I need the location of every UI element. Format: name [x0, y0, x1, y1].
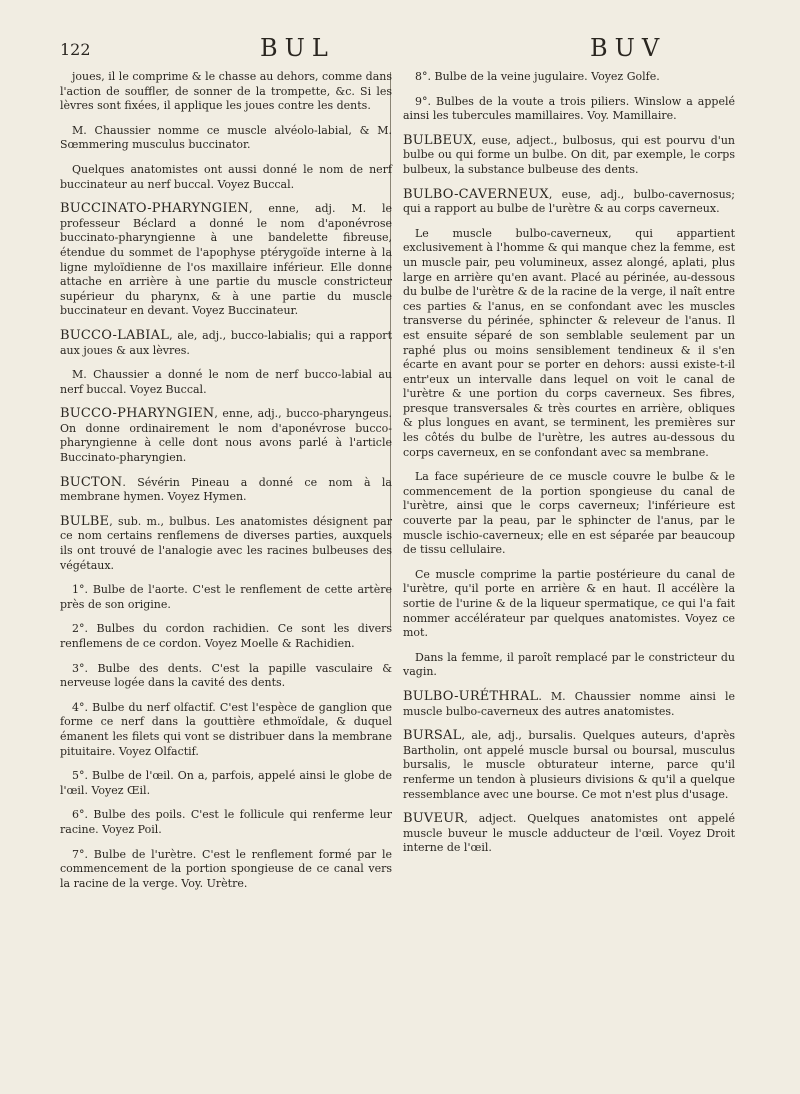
entry-headword: BULBEUX [403, 132, 473, 148]
entry-text: , ale, adj., bucco-labialis; qui a rapport aux joues & aux lèvres. [60, 328, 392, 357]
left-running-head: BUL [260, 34, 335, 62]
right-running-head: BUV [590, 34, 667, 62]
entry-text: , sub. m., bulbus. Les anatomistes désignent par ce nom certains renflemens de diverses parties, auxquels ils ont trouvé de l'analogie avec les racines bulbeuses des végétaux. [60, 514, 392, 572]
dictionary-entry [403, 188, 735, 217]
entry-paragraph: Ce muscle comprime la partie postérieure du canal de l'urètre, qu'il porte en arrière & en haut. Il accélère la sortie de l'urine & de la liqueur spermatique, ce qui l'a fait nommer accélérateur par quelques anatomistes. Voyez ce mot. [403, 567, 735, 640]
entry-text: , euse, adj., bulbo-cavernosus; qui a rapport au bulbe de l'urètre & au corps caverneux. [403, 187, 735, 216]
entry-headword: BUCCINATO-PHARYNGIEN [60, 201, 249, 217]
entry-paragraph: La face supérieure de ce muscle couvre le bulbe & le commencement de la portion spongieuse du canal de l'urètre, ainsi que le corps caverneux; l'inférieure est couverte par la peau, par le sphincter de l'anus, par le muscle ischio-caverneux; elle en est séparée par beaucoup de tissu cellulaire. [403, 470, 735, 557]
entry-paragraph: 6°. Bulbe des poils. C'est le follicule qui renferme leur racine. Voyez Poil. [60, 808, 392, 836]
dictionary-entry [60, 202, 392, 319]
entry-paragraph: M. Chaussier a donné le nom de nerf bucco-labial au nerf buccal. Voyez Buccal. [60, 368, 392, 396]
entry-paragraph: 7°. Bulbe de l'urètre. C'est le renflement formé par le commencement de la portion spongieuse de ce canal vers la racine de la verge. Voy. Urètre. [60, 847, 392, 890]
entry-paragraph: 9°. Bulbes de la voute a trois piliers. Winslow a appelé ainsi les tubercules mamillaires. Voy. Mamillaire. [403, 94, 735, 123]
dictionary-entry [60, 515, 392, 573]
entry-text: , euse, adject., bulbosus, qui est pourvu d'un bulbe ou qui forme un bulbe. On dit, par exemple, le corps bulbeux, la substance bulbeuse des dents. [403, 133, 735, 176]
dictionary-entry [403, 690, 735, 719]
entry-text: , ale, adj., bursalis. Quelques auteurs, d'après Bartholin, ont appelé muscle bursal ou boursal, musculus bursalis, le muscle obturateur interne, parce qu'il renferme un tendon à plusieurs divisions & qu'il a quelque ressemblance avec une bourse. Ce mot n'est plus d'usage. [403, 729, 735, 801]
entry-text: , enne, adj. M. le professeur Béclard a donné le nom d'aponévrose buccinato-pharyngienne à une bandelette fibreuse, étendue du sommet de l'apophyse ptérygoïde interne à la ligne myloïdienne de l'os maxillaire inférieur. Elle donne attache en arrière à une partie du muscle constricteur supérieur du pharynx, & à une partie du muscle buccinateur en devant. Voyez Buccinateur. [60, 202, 392, 318]
entry-paragraph: joues, il le comprime & le chasse au dehors, comme dans l'action de souffler, de sonner de la trompette, &c. Si les lèvres sont fixées, il applique les joues contre les dents. [60, 70, 392, 113]
right-column [403, 70, 735, 866]
entry-paragraph: Quelques anatomistes ont aussi donné le nom de nerf buccinateur au nerf buccal. Voyez Buccal. [60, 162, 392, 191]
entry-headword: BURSAL [403, 728, 462, 744]
dictionary-entry [60, 329, 392, 358]
page-number: 122 [60, 40, 91, 59]
page-header [60, 34, 750, 70]
entry-text: . Sévérin Pineau a donné ce nom à la membrane hymen. Voyez Hymen. [60, 475, 392, 504]
entry-paragraph: 2°. Bulbes du cordon rachidien. Ce sont les divers renflemens de ce cordon. Voyez Moelle & Rachidien. [60, 622, 392, 650]
entry-paragraph: 4°. Bulbe du nerf olfactif. C'est l'espèce de ganglion que forme ce nerf dans la gouttière ethmoïdale, & duquel émanent les filets qui vont se distribuer dans la membrane pituitaire. Voyez Olfactif. [60, 700, 392, 758]
entry-paragraph: 8°. Bulbe de la veine jugulaire. Voyez Golfe. [415, 70, 660, 83]
entry-paragraph: Dans la femme, il paroît remplacé par le constricteur du vagin. [403, 650, 735, 679]
entry-headword: BUCCO-PHARYNGIEN [60, 406, 215, 422]
entry-headword: BULBO-URÉTHRAL [403, 688, 539, 704]
entry-text: . M. Chaussier nomme ainsi le muscle bulbo-caverneux des autres anatomistes. [403, 689, 735, 718]
entry-text: , adject. Quelques anatomistes ont appelé muscle buveur le muscle adducteur de l'œil. Voyez Droit interne de l'œil. [403, 812, 735, 855]
dictionary-entry [403, 134, 735, 178]
entry-text: , enne, adj., bucco-pharyngeus. On donne ordinairement le nom d'aponévrose bucco-pharyngienne à celle dont nous avons parlé à l'article Buccinato-pharyngien. [60, 407, 392, 465]
dictionary-entry [60, 476, 392, 505]
entry-paragraph: Le muscle bulbo-caverneux, qui appartient exclusivement à l'homme & qui manque chez la femme, est un muscle pair, peu volumineux, assez alongé, aplati, plus large en arrière qu'en avant. Placé au périnée, au-dessous du bulbe de l'urètre & de la racine de la verge, il naît entre ces parties & l'anus, en se confondant avec les muscles transverse du périnée, sphincter & releveur de l'anus. Il est ensuite séparé de son semblable seulement par un raphé plus ou moins sensiblement tendineux & il s'en écarte en avant pour se porter en dehors: aussi existe-t-il entr'eux un intervalle dans lequel on voit le canal de l'urètre & une portion du corps caverneux. Ses fibres, presque transversales & très courtes en arrière, obliques & plus longues en avant, se terminent, les premières sur les côtés du bulbe de l'urètre, les autres au-dessous du corps caverneux, en se confondant avec sa membrane. [403, 226, 735, 459]
entry-headword: BUCTON [60, 474, 123, 490]
entry-paragraph: 5°. Bulbe de l'œil. On a, parfois, appelé ainsi le globe de l'œil. Voyez Œil. [60, 769, 392, 797]
entry-headword: BULBO-CAVERNEUX [403, 186, 549, 202]
entry-headword: BULBE [60, 513, 110, 529]
dictionary-entry [403, 729, 735, 802]
entry-headword: BUVEUR [403, 811, 465, 827]
dictionary-entry [403, 812, 735, 856]
entry-paragraph: M. Chaussier nomme ce muscle alvéolo-labial, & M. Sœmmering musculus buccinator. [60, 123, 392, 152]
entry-headword: BUCCO-LABIAL [60, 327, 170, 343]
entry-paragraph: 1°. Bulbe de l'aorte. C'est le renflement de cette artère près de son origine. [60, 583, 392, 611]
dictionary-entry [60, 407, 392, 465]
entry-paragraph: 3°. Bulbe des dents. C'est la papille vasculaire & nerveuse logée dans la cavité des dents. [60, 661, 392, 690]
left-column [60, 70, 392, 901]
